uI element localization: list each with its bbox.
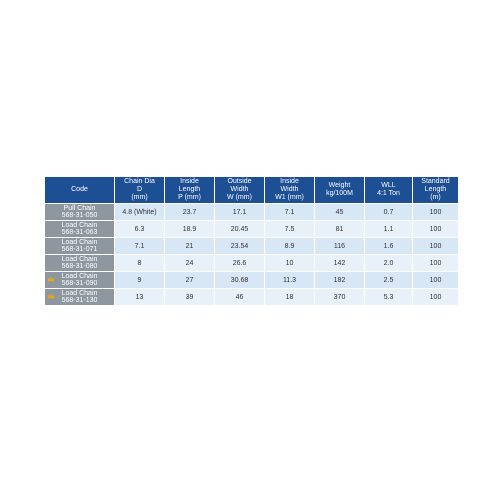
code-cell [45, 255, 115, 272]
table-cell: 7.1 [115, 238, 165, 255]
header-line: Width [280, 186, 299, 193]
header-line: Inside [280, 178, 299, 185]
table-cell: 100 [413, 255, 459, 272]
table-cell: 7.1 [265, 204, 315, 221]
table-cell: 17.1 [215, 204, 265, 221]
header-chain-dia [115, 177, 165, 204]
header-line: Outside [227, 178, 252, 185]
code-line: Load Chain [61, 290, 98, 297]
table-cell: 13 [115, 289, 165, 306]
table-cell: 45 [315, 204, 365, 221]
code-cell [45, 238, 115, 255]
table-row [45, 221, 459, 238]
chain-spec-table [44, 176, 459, 306]
table-cell: 30.68 [215, 272, 265, 289]
header-standard-length [413, 177, 459, 204]
header-line: W1 (mm) [275, 194, 304, 201]
header-line: Inside [180, 178, 199, 185]
code-line: 568-31-130 [61, 297, 98, 304]
header-outside-width [215, 177, 265, 204]
header-line: Code [71, 186, 88, 193]
table-cell: 23.7 [165, 204, 215, 221]
table-cell: 10 [265, 255, 315, 272]
code-line: Load Chain [61, 273, 98, 280]
table-row [45, 289, 459, 306]
table-cell: 2.0 [365, 255, 413, 272]
table-cell: 100 [413, 289, 459, 306]
header-line: Width [230, 186, 249, 193]
table-cell: 8 [115, 255, 165, 272]
table-cell: 11.3 [265, 272, 315, 289]
table-cell: 27 [165, 272, 215, 289]
code-line: Pull Chain [63, 205, 96, 212]
header-line: (m) [430, 194, 441, 201]
table-cell: 116 [315, 238, 365, 255]
table-cell: 26.6 [215, 255, 265, 272]
code-line: 568-31-050 [61, 212, 98, 219]
table-row [45, 238, 459, 255]
header-line: W (mm) [227, 194, 252, 201]
code-line: 568-31-071 [61, 246, 98, 253]
code-line: Load Chain [61, 222, 98, 229]
table-cell: 5.3 [365, 289, 413, 306]
table-cell: 100 [413, 272, 459, 289]
table-row [45, 204, 459, 221]
header-line: Length [424, 186, 447, 193]
table-cell: 182 [315, 272, 365, 289]
header-line: Standard [421, 178, 450, 185]
table-cell: 4.8 (White) [115, 204, 165, 221]
header-line: Length [178, 186, 201, 193]
table-cell: 142 [315, 255, 365, 272]
header-inside-length [165, 177, 215, 204]
header-weight [315, 177, 365, 204]
code-cell [45, 204, 115, 221]
table-cell: 100 [413, 221, 459, 238]
table-cell: 7.5 [265, 221, 315, 238]
table-row [45, 255, 459, 272]
table-cell: 46 [215, 289, 265, 306]
code-cell [45, 289, 115, 306]
table-cell: 20.45 [215, 221, 265, 238]
table-cell: 6.3 [115, 221, 165, 238]
header-code [45, 177, 115, 204]
crown-icon [47, 275, 55, 283]
header-line: D [136, 186, 143, 193]
code-line: Load Chain [61, 256, 98, 263]
header-inside-width [265, 177, 315, 204]
header-line: Weight [328, 182, 351, 189]
table-cell: 1.6 [365, 238, 413, 255]
table-row [45, 272, 459, 289]
table-cell: 24 [165, 255, 215, 272]
table-cell: 100 [413, 204, 459, 221]
code-cell [45, 272, 115, 289]
code-cell [45, 221, 115, 238]
code-line: 568-31-080 [61, 263, 98, 270]
header-line: (mm) [131, 194, 148, 201]
header-line: WLL [381, 182, 396, 189]
table-cell: 370 [315, 289, 365, 306]
header-line: Chain Dia [124, 178, 155, 185]
table-body [45, 204, 459, 306]
header-line: P (mm) [178, 194, 201, 201]
table-cell: 9 [115, 272, 165, 289]
code-line: Load Chain [61, 239, 98, 246]
table-cell: 23.54 [215, 238, 265, 255]
table-cell: 1.1 [365, 221, 413, 238]
table-cell: 18.9 [165, 221, 215, 238]
header-line: 4:1 Ton [377, 190, 400, 197]
table-header-row [45, 177, 459, 204]
header-wll [365, 177, 413, 204]
table-cell: 18 [265, 289, 315, 306]
table-cell: 39 [165, 289, 215, 306]
table-cell: 100 [413, 238, 459, 255]
code-line: 568-31-090 [61, 280, 98, 287]
table-cell: 8.9 [265, 238, 315, 255]
table-cell: 2.5 [365, 272, 413, 289]
table-cell: 0.7 [365, 204, 413, 221]
code-line: 568-31-063 [61, 229, 98, 236]
table-cell: 81 [315, 221, 365, 238]
header-line: kg/100M [326, 190, 353, 197]
crown-icon [47, 292, 55, 300]
table-cell: 21 [165, 238, 215, 255]
